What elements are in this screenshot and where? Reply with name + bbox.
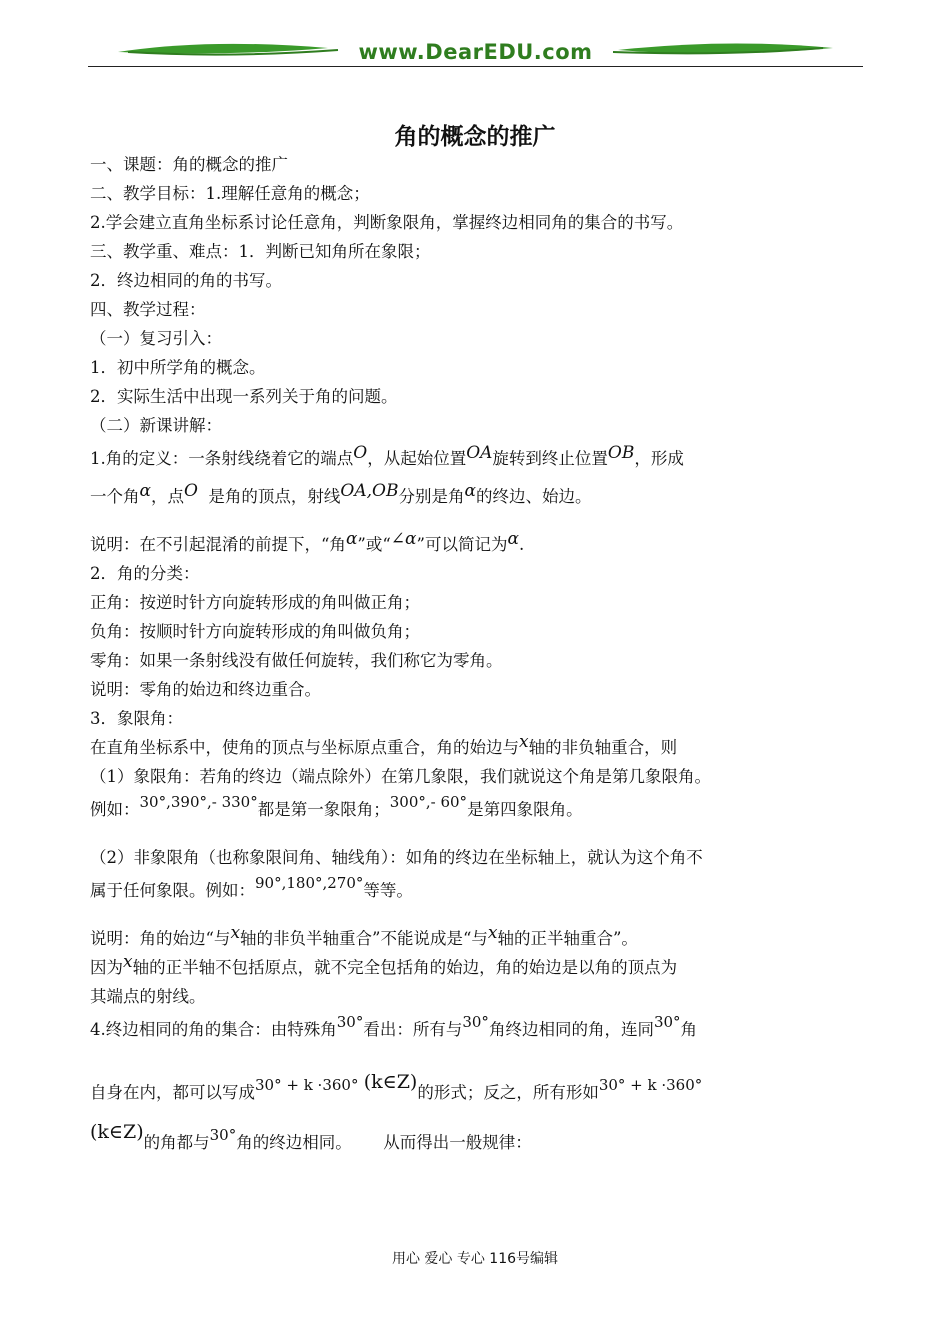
text-line: 正角：按逆时针方向旋转形成的角叫做正角； <box>90 593 420 612</box>
text-segment: 角 <box>680 1020 698 1039</box>
text-line <box>90 733 865 762</box>
text-segment: 说明：角的始边“与 <box>90 929 231 948</box>
math-alpha: α <box>139 481 151 501</box>
math-x: x <box>487 923 498 943</box>
text-segment: ”或“ <box>357 535 391 554</box>
text-line: （2）非象限角（也称象限间角、轴线角）：如角的终边在坐标轴上，就认为这个角不 <box>90 848 703 867</box>
text-segment: 的终边、始边。 <box>475 487 592 506</box>
text-segment: 说明：在不引起混淆的前提下，“角 <box>90 535 346 554</box>
text-segment: 轴的非负轴重合，则 <box>528 738 678 757</box>
text-segment: 是角的顶点，射线 <box>208 487 341 506</box>
math-30-degrees: 30° <box>336 1013 364 1031</box>
text-segment: 的角都与 <box>143 1133 210 1152</box>
math-alpha: α <box>464 481 476 501</box>
text-line: 2．终边相同的角的书写。 <box>90 271 282 290</box>
document-body <box>90 150 865 1161</box>
math-O: O <box>353 443 368 463</box>
text-segment: ，从起始位置 <box>367 449 467 468</box>
math-degrees-q1: 30°,390°,- 330° <box>139 793 258 811</box>
text-line: 2．实际生活中出现一系列关于角的问题。 <box>90 387 398 406</box>
math-alpha: α <box>507 529 519 549</box>
text-line: 说明：零角的始边和终边重合。 <box>90 680 321 699</box>
note-line <box>90 530 865 559</box>
math-k-in-z: (k∈Z) <box>90 1121 144 1143</box>
text-segment: . <box>518 535 525 554</box>
text-line: 三、教学重、难点：1．判断已知角所在象限； <box>90 242 431 261</box>
text-segment: 角终边相同的角，连同 <box>488 1020 654 1039</box>
text-line: 四、教学过程： <box>90 300 206 319</box>
text-segment: ，形成 <box>634 449 684 468</box>
formula-line <box>90 1123 865 1161</box>
page-footer: 用心 爱心 专心 116号编辑 <box>391 1251 559 1267</box>
text-line: 零角：如果一条射线没有做任何旋转，我们称它为零角。 <box>90 651 503 670</box>
example-line <box>90 791 865 829</box>
text-line: 2.学会建立直角坐标系讨论任意角，判断象限角，掌握终边相同角的集合的书写。 <box>90 213 684 232</box>
header-divider <box>88 66 863 67</box>
math-x: x <box>123 952 133 972</box>
text-segment: 旋转到终止位置 <box>492 449 608 468</box>
text-line: （二）新课讲解： <box>90 416 222 435</box>
text-line: 3．象限角： <box>90 709 183 728</box>
text-segment: 看出：所有与 <box>363 1020 463 1039</box>
text-line <box>90 924 865 953</box>
text-line: 负角：按顺时针方向旋转形成的角叫做负角； <box>90 622 420 641</box>
example-line <box>90 872 865 910</box>
text-segment: 属于任何象限。例如： <box>90 881 255 900</box>
math-OA-OB: OA,OB <box>340 481 399 501</box>
text-line: 1．初中所学角的概念。 <box>90 358 266 377</box>
text-segment: 轴的非负半轴重合”不能说成是“与 <box>240 929 488 948</box>
definition-line-2 <box>90 478 865 516</box>
math-alpha: α <box>345 529 358 549</box>
text-segment: 都是第一象限角； <box>257 800 390 819</box>
text-segment: 轴的正半轴不包括原点，就不完全包括角的始边，角的始边是以角的顶点为 <box>132 958 678 977</box>
text-line: （一）复习引入： <box>90 329 222 348</box>
text-segment: 从而得出一般规律： <box>383 1133 532 1152</box>
site-logo-text: www.DearEDU.com <box>358 40 593 64</box>
text-segment: 分别是角 <box>398 487 465 506</box>
math-30-degrees: 30° <box>653 1013 681 1031</box>
text-segment: 的形式；反之，所有形如 <box>417 1083 599 1102</box>
math-k-in-z: (k∈Z) <box>363 1071 418 1093</box>
math-degrees-axes: 90°,180°,270° <box>255 874 364 892</box>
text-segment: 例如： <box>90 800 140 819</box>
text-line <box>90 953 865 982</box>
text-line: 其端点的射线。 <box>90 987 206 1006</box>
formula-line <box>90 1073 865 1111</box>
text-line: 二、教学目标：1.理解任意角的概念； <box>90 184 370 203</box>
text-segment: 等等。 <box>363 881 413 900</box>
math-x: x <box>230 923 241 943</box>
text-segment: 在直角坐标系中，使角的顶点与坐标原点重合，角的始边与 <box>90 738 519 757</box>
math-30-degrees: 30° <box>462 1013 489 1031</box>
math-degrees-q4: 300°,- 60° <box>389 793 468 811</box>
text-segment: 1.角的定义：一条射线绕着它的端点 <box>90 449 354 468</box>
text-segment: ”可以简记为 <box>416 535 508 554</box>
math-OA: OA <box>466 443 493 463</box>
math-x: x <box>519 732 529 752</box>
math-formula: 30° + k ·360° <box>255 1076 359 1094</box>
text-segment: 4.终边相同的角的集合：由特殊角 <box>90 1020 337 1039</box>
text-line: 2．角的分类： <box>90 564 200 583</box>
text-line: 一、课题：角的概念的推广 <box>90 155 288 174</box>
text-segment: 自身在内，都可以写成 <box>90 1083 255 1102</box>
definition-line-1 <box>90 440 865 478</box>
math-formula: 30° + k ·360° <box>598 1076 703 1094</box>
math-O: O <box>183 481 198 501</box>
math-OB: OB <box>607 443 635 463</box>
text-segment: ，点 <box>150 487 184 506</box>
text-segment: 一个角 <box>90 487 140 506</box>
text-line: （1）象限角：若角的终边（端点除外）在第几象限，我们就说这个角是第几象限角。 <box>90 767 711 786</box>
text-segment: 是第四象限角。 <box>467 800 583 819</box>
page-title: 角的概念的推广 <box>394 124 556 150</box>
header-logo-banner <box>88 36 863 68</box>
math-angle-alpha: ∠α <box>390 529 417 549</box>
text-segment: 因为 <box>90 958 123 977</box>
text-segment: 角的终边相同。 <box>236 1133 352 1152</box>
math-30-degrees: 30° <box>209 1126 237 1144</box>
text-segment: 轴的正半轴重合”。 <box>497 929 638 948</box>
text-line <box>90 1011 865 1049</box>
